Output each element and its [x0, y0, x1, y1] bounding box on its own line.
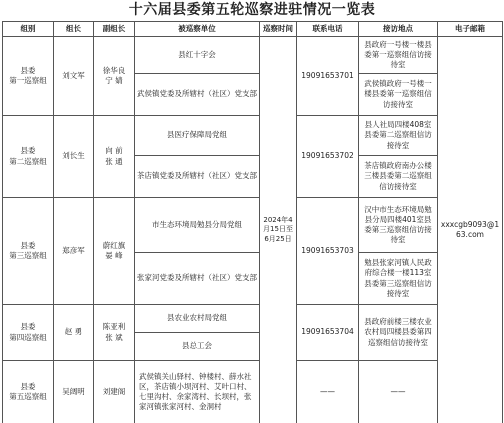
target-unit: 县总工会: [135, 333, 260, 361]
group-name: 县委 第二巡察组: [3, 116, 54, 198]
header-target: 被巡察单位: [135, 22, 260, 37]
header-group: 组别: [3, 22, 54, 37]
group-name: 县委 第三巡察组: [3, 198, 54, 305]
reception-location: ——: [359, 361, 438, 423]
group-name: 县委 第四巡察组: [3, 305, 54, 361]
target-unit: 市生态环境局勉县分局党组: [135, 198, 260, 253]
contact-phone: 19091653703: [297, 198, 359, 305]
reception-location: 武侯镇政府一号楼一楼县委第一巡察组信访接待室: [359, 74, 438, 116]
contact-phone: ——: [297, 361, 359, 423]
header-location: 接访地点: [359, 22, 438, 37]
group-leader: 刘文军: [54, 37, 94, 116]
inspection-table: [2, 21, 503, 423]
header-row: [3, 22, 503, 37]
group-deputy: 蔚红旗 晏 峰: [94, 198, 135, 305]
reception-location: 茶店镇政府南办公楼三楼县委第二巡察组信访接待室: [359, 156, 438, 198]
reception-location: 汉中市生态环境局勉县分局四楼401室县委第三巡察组信访接待室: [359, 198, 438, 253]
target-unit: 县农业农村局党组: [135, 305, 260, 333]
group-leader: 赵 勇: [54, 305, 94, 361]
header-time: 巡察时间: [260, 22, 297, 37]
table-row: [3, 116, 503, 156]
target-unit: 武侯镇关山驿村、钟楼村、薛水社区，茶店镇小坝河村、艾叶口村、七里沟村、余家湾村、长坝村，张家河镇张家河村、金洞村: [135, 361, 260, 423]
contact-phone: 19091653702: [297, 116, 359, 198]
reception-location: 县人社局四楼408室县委第二巡察组信访接待室: [359, 116, 438, 156]
group-name: 县委 第五巡察组: [3, 361, 54, 423]
table-row: [3, 198, 503, 253]
group-deputy: 陈亚利 张 斌: [94, 305, 135, 361]
header-phone: 联系电话: [297, 22, 359, 37]
contact-phone: 19091653704: [297, 305, 359, 361]
group-name: 县委 第一巡察组: [3, 37, 54, 116]
table-row: [3, 37, 503, 74]
target-unit: 县红十字会: [135, 37, 260, 74]
target-unit: 茶店镇党委及所辖村（社区）党支部: [135, 156, 260, 198]
group-leader: 吴阔明: [54, 361, 94, 423]
header-email: 电子邮箱: [438, 22, 503, 37]
reception-location: 县政府一号楼一楼县委第一巡察组信访接待室: [359, 37, 438, 74]
group-leader: 郑彦军: [54, 198, 94, 305]
inspection-time: 2024年4月15日至6月25日: [260, 37, 297, 423]
contact-phone: 19091653701: [297, 37, 359, 116]
table-row: [3, 305, 503, 333]
group-deputy: 向 前 张 通: [94, 116, 135, 198]
group-deputy: 刘建阁: [94, 361, 135, 423]
table-row: [3, 361, 503, 423]
group-deputy: 徐华良 宁 婧: [94, 37, 135, 116]
header-leader: 组长: [54, 22, 94, 37]
reception-location: 县政府前楼三楼农业农村局四楼县委第四巡察组信访接待室: [359, 305, 438, 361]
group-leader: 刘长生: [54, 116, 94, 198]
page-title: 十六届县委第五轮巡察进驻情况一览表: [128, 2, 376, 18]
contact-email: xxxcgb9093@163.com: [438, 37, 503, 423]
target-unit: 武侯镇党委及所辖村（社区）党支部: [135, 74, 260, 116]
header-deputy: 副组长: [94, 22, 135, 37]
target-unit: 张家河党委及所辖村（社区）党支部: [135, 253, 260, 305]
reception-location: 勉县张家河镇人民政府综合楼一楼113室县委第三巡察组信访接待室: [359, 253, 438, 305]
target-unit: 县医疗保障局党组: [135, 116, 260, 156]
